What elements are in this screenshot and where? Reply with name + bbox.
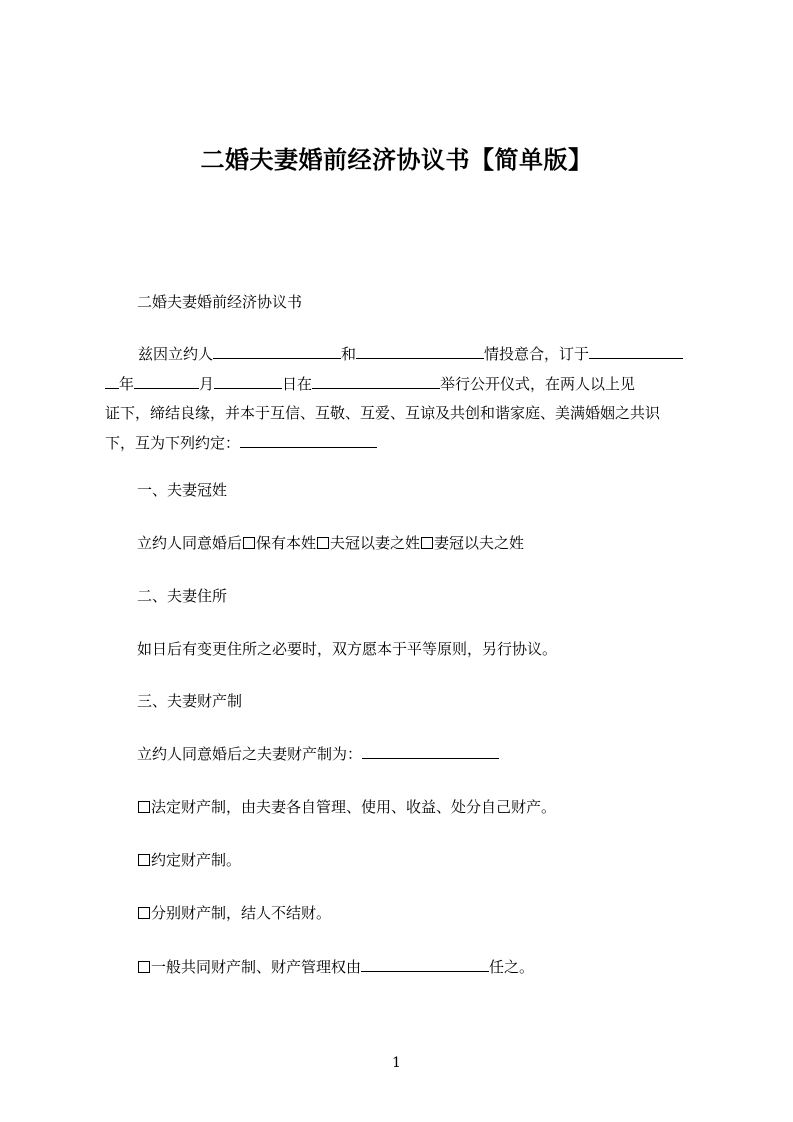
section-3-heading: 三、夫妻财产制	[137, 692, 243, 710]
intro-line-2	[105, 370, 705, 400]
intro-text: 兹因立约人	[138, 345, 214, 363]
intro-text: 月	[199, 374, 215, 393]
joint-property-label: 一般共同财产制、财产管理权由	[151, 958, 362, 976]
property-option-1	[137, 796, 556, 818]
intro-text: 情投意合，订于	[484, 345, 590, 363]
intro-line-4	[105, 429, 705, 459]
property-manager-blank[interactable]	[361, 957, 489, 972]
residence-text: 如日后有变更住所之必要时，双方愿本于平等原则，另行协议。	[137, 640, 558, 658]
statutory-property-checkbox[interactable]	[138, 801, 150, 813]
year-blank-cont[interactable]	[105, 374, 119, 389]
intro-text: 下，互为下列约定：	[105, 433, 241, 452]
property-option-3	[137, 902, 331, 924]
page-number: 1	[392, 1055, 401, 1071]
section-2-heading: 二、夫妻住所	[137, 587, 228, 605]
husband-takes-wife-surname-label: 夫冠以妻之姓	[330, 534, 421, 552]
keep-surname-checkbox[interactable]	[243, 537, 255, 549]
joint-property-label-end: 任之。	[489, 958, 535, 976]
intro-line-3: 证下，缔结良缘，并本于互信、互敬、互爱、互谅及共创和谐家庭、美满婚姻之共识	[105, 404, 661, 422]
surname-intro: 立约人同意婚后	[137, 534, 243, 552]
wife-takes-husband-surname-checkbox[interactable]	[421, 537, 433, 549]
surname-options	[137, 532, 524, 554]
property-option-4	[137, 956, 534, 978]
intro-text: 年	[119, 374, 135, 393]
party-b-blank[interactable]	[356, 344, 484, 359]
section-1-heading: 一、夫妻冠姓	[137, 481, 228, 499]
property-system-intro	[137, 743, 499, 765]
husband-takes-wife-surname-checkbox[interactable]	[317, 537, 329, 549]
day-blank[interactable]	[214, 374, 282, 389]
page-title: 二婚夫妻婚前经济协议书【简单版】	[200, 146, 593, 174]
property-intro-text: 立约人同意婚后之夫妻财产制为：	[137, 745, 363, 763]
document-subtitle: 二婚夫妻婚前经济协议书	[137, 293, 303, 311]
property-system-blank[interactable]	[362, 744, 499, 759]
place-blank[interactable]	[312, 374, 440, 389]
party-a-blank[interactable]	[213, 344, 341, 359]
statutory-property-label: 法定财产制，由夫妻各自管理、使用、收益、处分自己财产。	[151, 798, 557, 816]
agreed-property-checkbox[interactable]	[138, 854, 150, 866]
agreement-blank[interactable]	[240, 433, 377, 448]
joint-property-checkbox[interactable]	[138, 961, 150, 973]
keep-surname-label: 保有本姓	[256, 534, 317, 552]
year-blank[interactable]	[589, 344, 683, 359]
intro-text: 和	[341, 345, 357, 363]
property-option-2	[137, 849, 241, 871]
intro-paragraph	[105, 340, 705, 458]
agreed-property-label: 约定财产制。	[151, 851, 242, 869]
intro-line-1	[105, 340, 705, 370]
wife-takes-husband-surname-label: 妻冠以夫之姓	[434, 534, 525, 552]
month-blank[interactable]	[134, 374, 199, 389]
separate-property-label: 分别财产制，结人不结财。	[151, 904, 332, 922]
separate-property-checkbox[interactable]	[138, 907, 150, 919]
intro-text: 举行公开仪式，在两人以上见	[440, 374, 636, 393]
intro-text: 日在	[282, 374, 313, 393]
